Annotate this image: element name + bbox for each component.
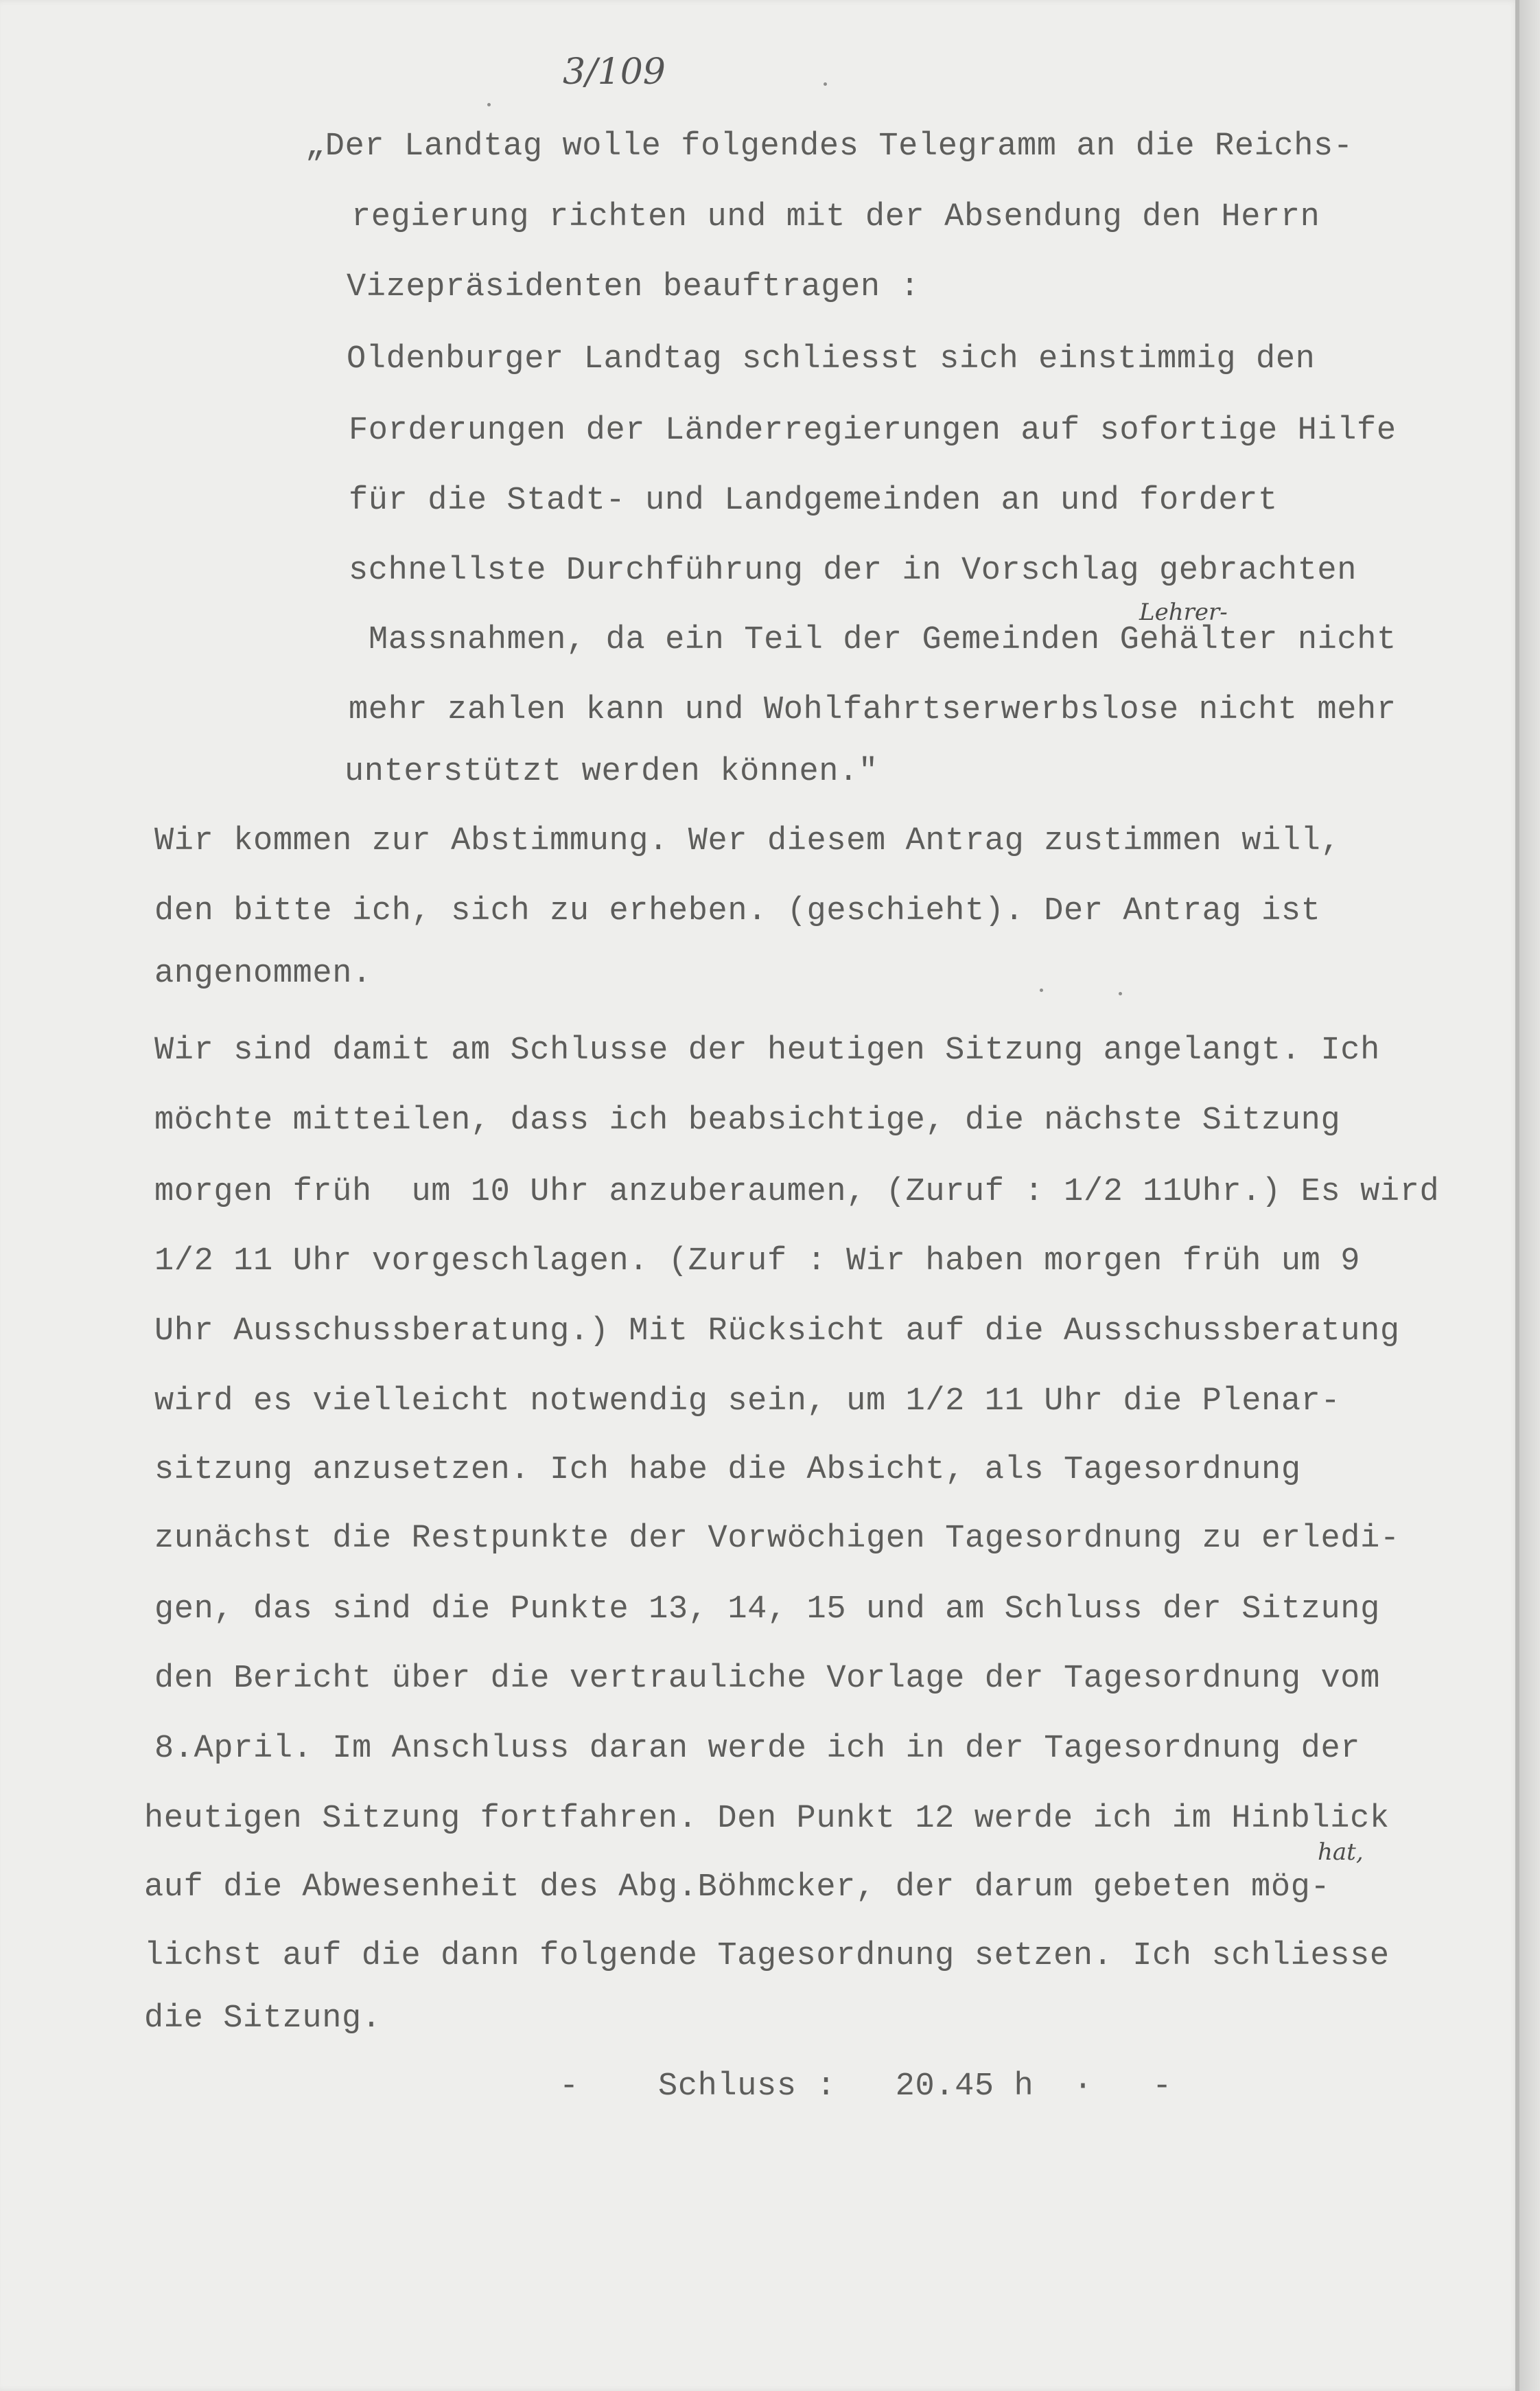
quote-line: Vizepräsidenten beauftragen :	[347, 269, 920, 305]
quote-line: Oldenburger Landtag schliesst sich einstimmig den	[347, 341, 1316, 378]
body-line: Uhr Ausschussberatung.) Mit Rücksicht auf die Ausschussberatung	[154, 1313, 1400, 1350]
quote-line: „Der Landtag wolle folgendes Telegramm an die Reichs-	[305, 128, 1353, 165]
body-line: 1/2 11 Uhr vorgeschlagen. (Zuruf : Wir haben morgen früh um 9	[154, 1243, 1361, 1280]
body-line: die Sitzung.	[144, 2000, 382, 2037]
scan-speck	[487, 103, 491, 106]
scan-speck	[1119, 992, 1122, 995]
body-line: wird es vielleicht notwendig sein, um 1/2 11 Uhr die Plenar-	[154, 1383, 1341, 1420]
quote-line: Massnahmen, da ein Teil der Gemeinden Gehälter nicht	[369, 622, 1397, 658]
scan-speck	[1040, 989, 1043, 992]
quote-line: regierung richten und mit der Absendung den Herrn	[351, 199, 1320, 235]
body-line: angenommen.	[154, 956, 372, 992]
body-line: den Bericht über die vertrauliche Vorlage der Tagesordnung vom	[154, 1661, 1380, 1697]
page-number: 3/109	[563, 51, 666, 93]
body-line: 8.April. Im Anschluss daran werde ich in der Tagesordnung der	[154, 1731, 1361, 1767]
body-line: Wir sind damit am Schlusse der heutigen Sitzung angelangt. Ich	[154, 1032, 1380, 1069]
body-line: sitzung anzusetzen. Ich habe die Absicht, als Tagesordnung	[154, 1452, 1301, 1488]
closing-line: - Schluss : 20.45 h · -	[559, 2068, 1172, 2105]
quote-line: Forderungen der Länderregierungen auf sofortige Hilfe	[349, 413, 1397, 449]
quote-line: schnellste Durchführung der in Vorschlag gebrachten	[349, 553, 1357, 589]
body-line: möchte mitteilen, dass ich beabsichtige, die nächste Sitzung	[154, 1102, 1341, 1139]
handwritten-note-hat: hat,	[1318, 1838, 1364, 1866]
quote-line: für die Stadt- und Landgemeinden an und fordert	[349, 483, 1278, 519]
body-line: heutigen Sitzung fortfahren. Den Punkt 12 werde ich im Hinblick	[144, 1801, 1390, 1837]
scan-background-edge	[1519, 0, 1540, 2391]
quote-line: mehr zahlen kann und Wohlfahrtserwerbslose nicht mehr	[349, 692, 1397, 728]
scan-speck	[824, 82, 827, 86]
body-line: lichst auf die dann folgende Tagesordnung setzen. Ich schliesse	[144, 1938, 1390, 1974]
body-line: den bitte ich, sich zu erheben. (geschieht). Der Antrag ist	[154, 893, 1321, 929]
body-line: morgen früh um 10 Uhr anzuberaumen, (Zuruf : 1/2 11Uhr.) Es wird	[154, 1174, 1440, 1210]
body-line: auf die Abwesenheit des Abg.Böhmcker, der darum gebeten mög-	[144, 1869, 1331, 1906]
quote-line: unterstützt werden können."	[345, 754, 878, 790]
handwritten-note-lehrer: Lehrer-	[1139, 599, 1228, 626]
body-line: gen, das sind die Punkte 13, 14, 15 und am Schluss der Sitzung	[154, 1591, 1380, 1628]
body-line: Wir kommen zur Abstimmung. Wer diesem Antrag zustimmen will,	[154, 823, 1341, 859]
body-line: zunächst die Restpunkte der Vorwöchigen Tagesordnung zu erledi-	[154, 1521, 1400, 1557]
